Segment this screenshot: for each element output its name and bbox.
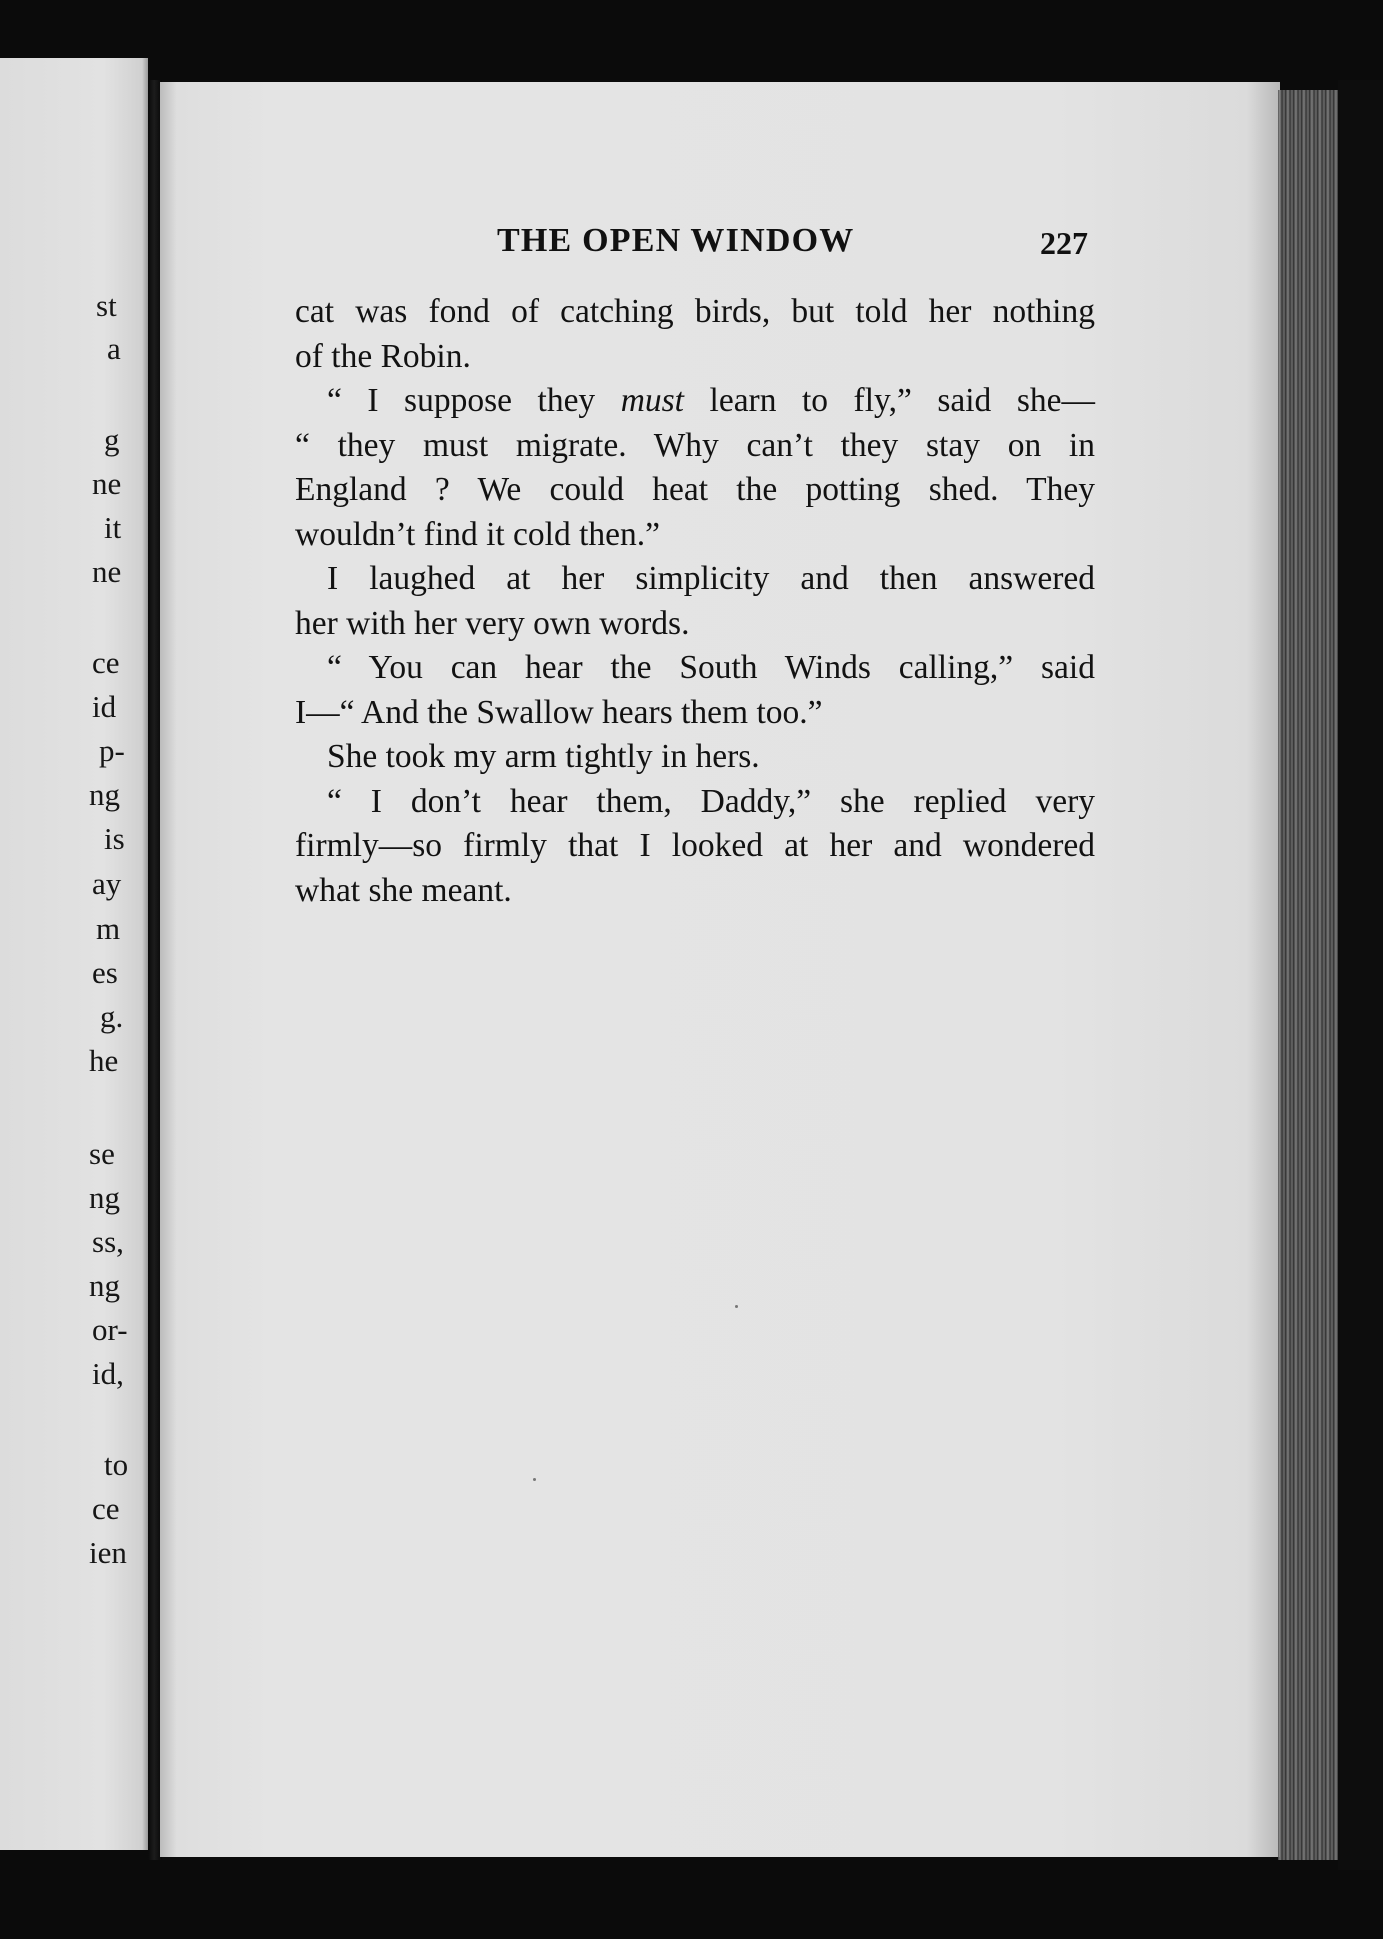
book-cover-edge [1338, 80, 1383, 1870]
line-ending: st [96, 288, 117, 323]
line-ending: ng [89, 1180, 120, 1215]
running-title: THE OPEN WINDOW [497, 222, 855, 259]
line-ending: se [89, 1136, 115, 1171]
line-ending: m [96, 911, 121, 946]
line-ending: p- [99, 733, 125, 768]
line-ending: ng [89, 777, 120, 812]
paper-speck [735, 1305, 738, 1308]
line-ending: ss, [92, 1224, 124, 1259]
line-ending: ng [89, 1268, 120, 1303]
paper-speck [533, 1478, 536, 1481]
text-line: I laughed at her simplicity and then answered [327, 560, 1095, 597]
line-ending: to [104, 1447, 129, 1482]
text-line: “ I don’t hear them, Daddy,” she replied very [327, 782, 1095, 820]
page-body-text [295, 290, 1095, 913]
running-header [0, 222, 1383, 262]
line-ending: is [104, 821, 125, 856]
page-edge-stack [1278, 90, 1340, 1860]
line-ending: ne [92, 466, 122, 501]
line-ending: a [107, 331, 121, 366]
line-ending: g [104, 422, 120, 457]
line-ending: id, [92, 1356, 124, 1391]
text-line: wouldn’t find it cold then.” [295, 515, 661, 553]
line-ending: he [89, 1043, 119, 1078]
line-ending: ne [92, 554, 122, 589]
text-line: I—“ And the Swallow hears them too.” [295, 693, 823, 731]
text-line: what she meant. [295, 871, 512, 909]
line-ending: ce [92, 645, 120, 680]
line-ending: ce [92, 1491, 120, 1526]
text-line: “ they must migrate. Why can’t they stay on in [295, 426, 1095, 464]
text-line: England ? We could heat the potting shed. They [295, 471, 1095, 508]
line-ending: it [104, 510, 122, 545]
line-ending: ay [92, 866, 122, 901]
italic-word: must [620, 382, 684, 419]
line-ending: g. [100, 999, 124, 1034]
page-number: 227 [1040, 225, 1088, 261]
text-line: cat was fond of catching birds, but told her nothing [295, 293, 1095, 330]
text-line: her with her very own words. [295, 604, 690, 642]
facing-page-fragment [0, 58, 148, 1850]
text-line: She took my arm tightly in hers. [327, 738, 760, 775]
line-ending: ien [89, 1535, 127, 1570]
text-line: firmly—so firmly that I looked at her and wondered [295, 827, 1095, 864]
text-line: “ You can hear the South Winds calling,” said [327, 649, 1095, 686]
line-ending: id [92, 689, 117, 724]
text-line: of the Robin. [295, 337, 471, 375]
text-line-with-italic: “ I suppose they must learn to fly,” said she— [327, 382, 1095, 419]
line-ending: es [92, 955, 118, 990]
line-ending: or- [92, 1312, 128, 1347]
